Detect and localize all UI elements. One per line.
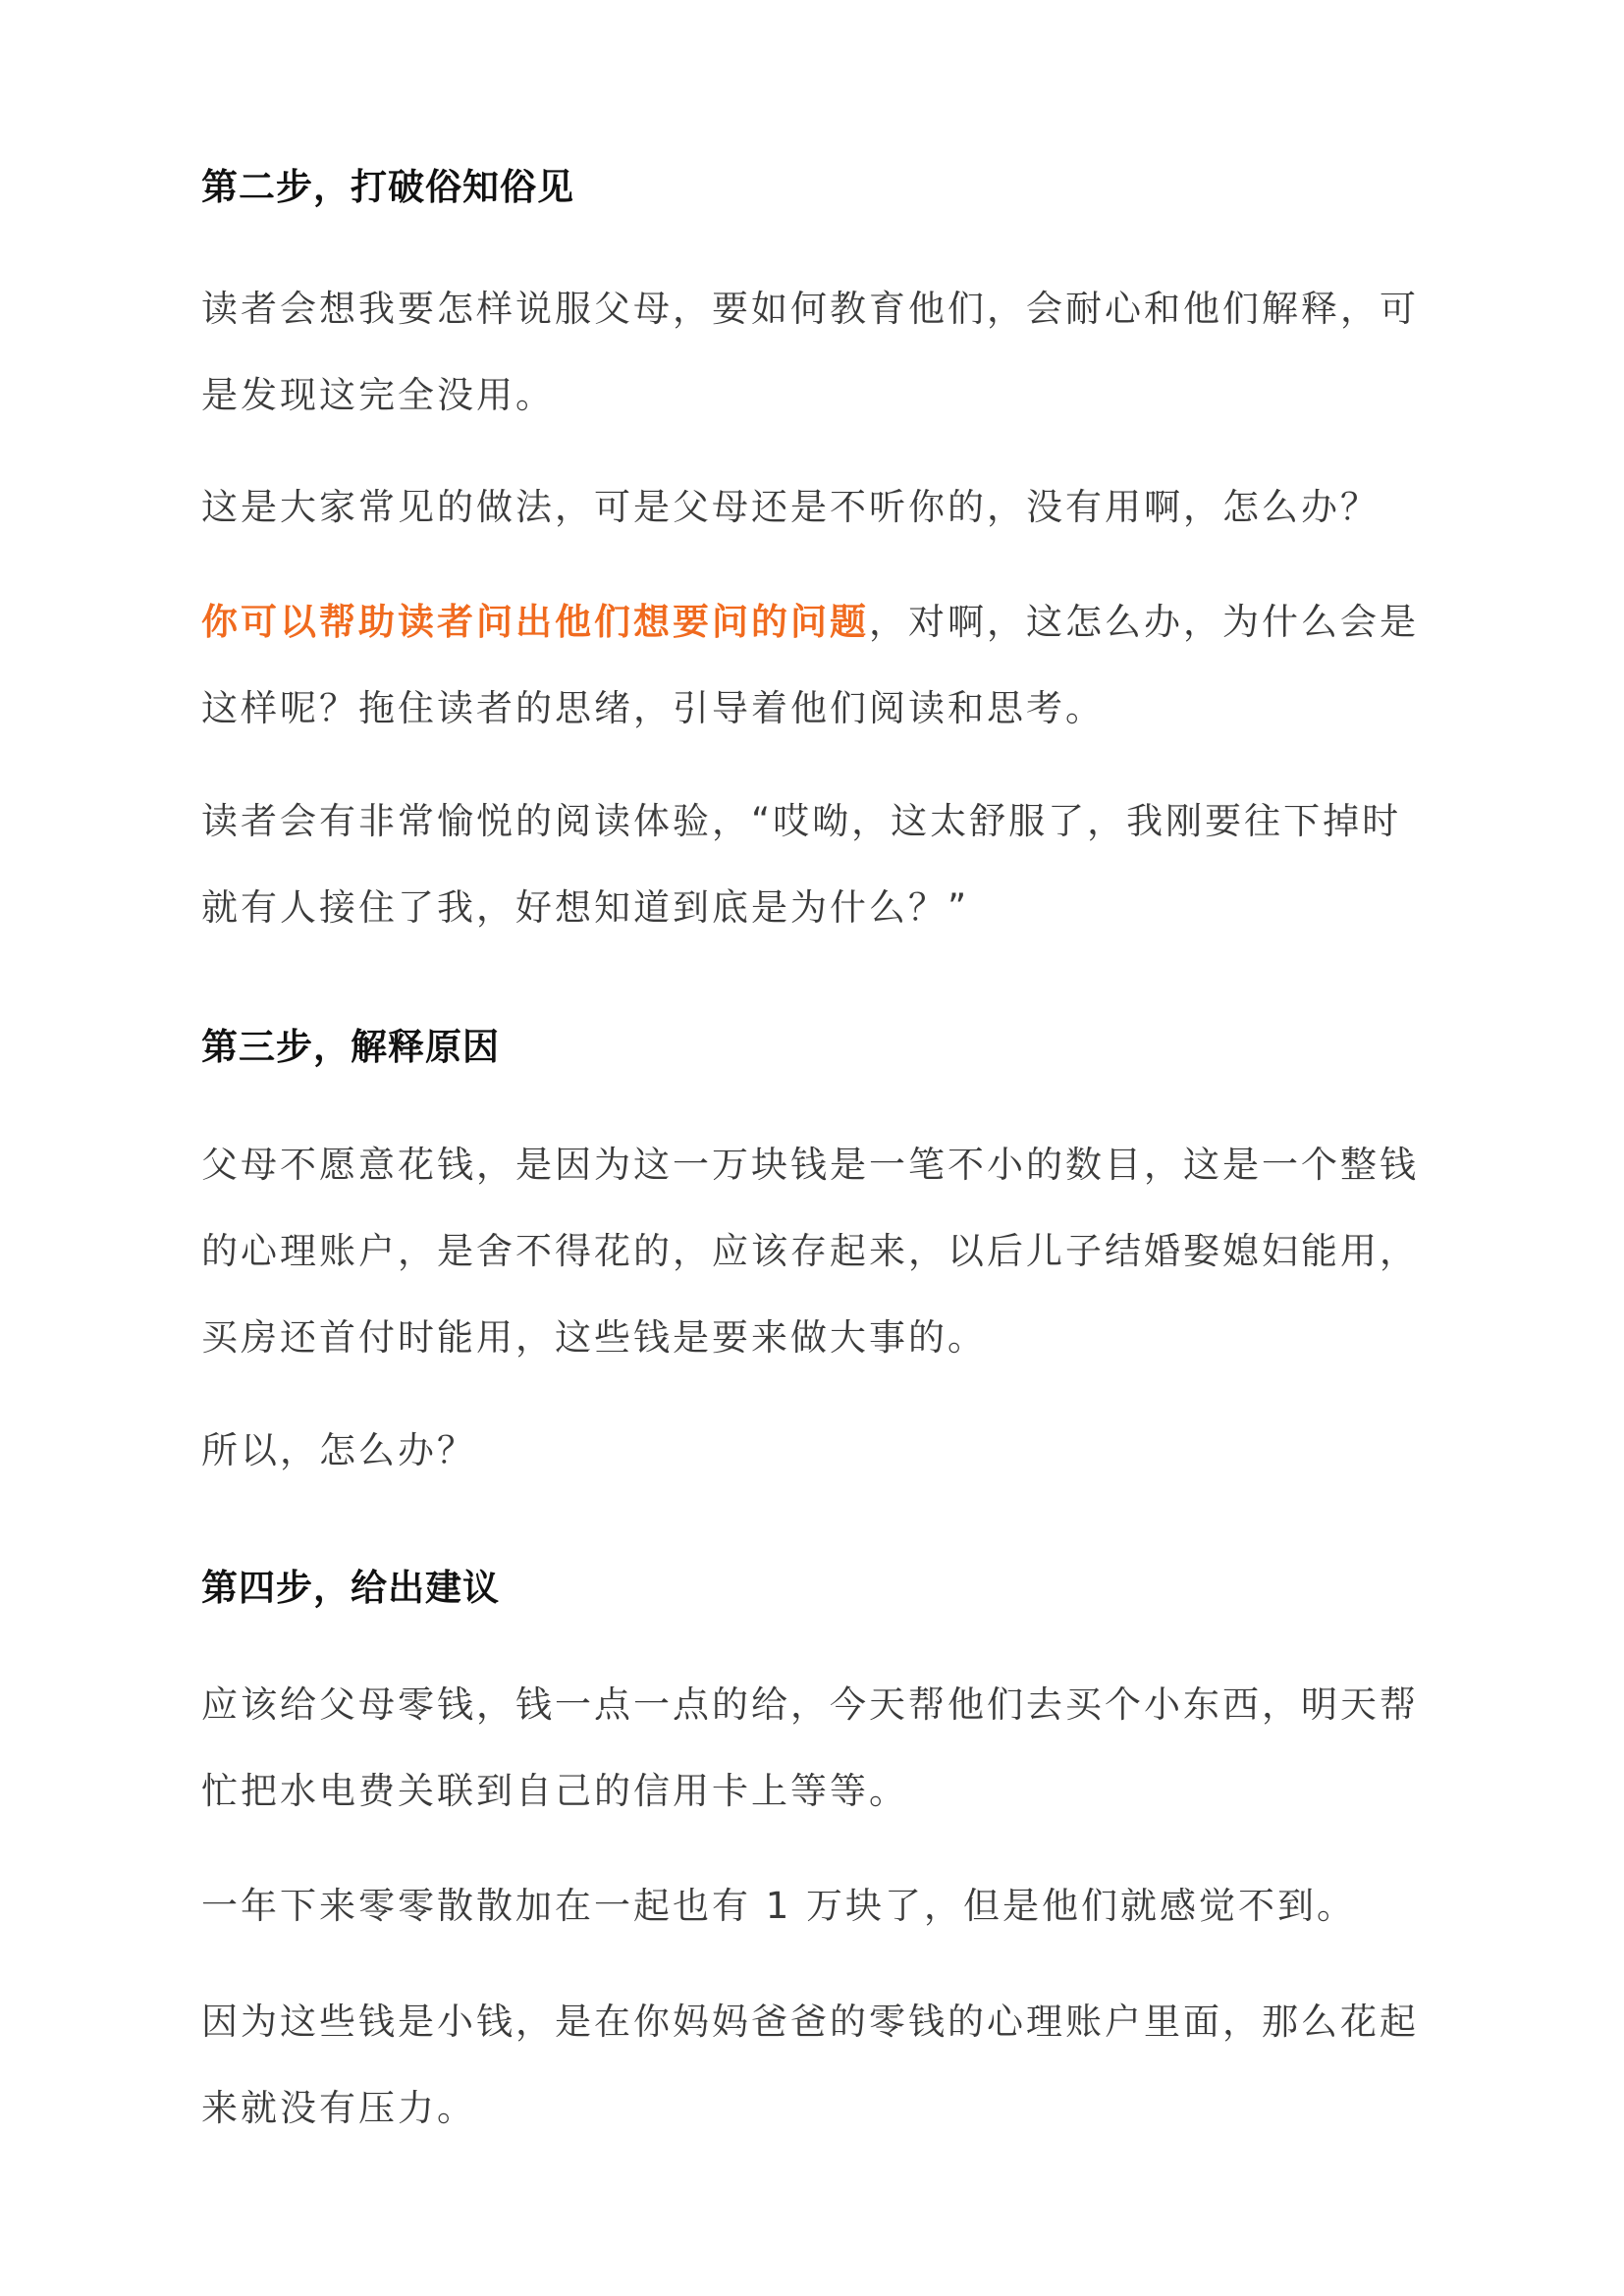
section-heading-step-2: 第二步，打破俗知俗见 <box>201 166 574 208</box>
paragraph: 一年下来零零散散加在一起也有 1 万块了，但是他们就感觉不到。 <box>201 1885 1357 1927</box>
paragraph: 因为这些钱是小钱，是在你妈妈爸爸的零钱的心理账户里面，那么花起来就没有压力。 <box>201 2001 1419 2129</box>
paragraph-text: ，对啊，这怎么办，为什么会是这样呢？拖住读者的思绪，引导着他们阅读和思考。 <box>201 601 1419 729</box>
section-heading-step-3: 第三步，解释原因 <box>201 1026 500 1068</box>
paragraph: 读者会有非常愉悦的阅读体验，“哎呦，这太舒服了，我刚要往下掉时就有人接住了我，好想知道到底是为什么？” <box>201 800 1402 929</box>
section-heading-step-4: 第四步，给出建议 <box>201 1567 500 1609</box>
paragraph: 读者会想我要怎样说服父母，要如何教育他们，会耐心和他们解释，可是发现这完全没用。 <box>201 288 1419 416</box>
paragraph: 应该给父母零钱，钱一点一点的给，今天帮他们去买个小东西，明天帮忙把水电费关联到自己的信用卡上等等。 <box>201 1683 1419 1812</box>
highlighted-question: 你可以帮助读者问出他们想要问的问题 <box>201 601 869 643</box>
paragraph-with-highlight <box>201 579 1438 752</box>
paragraph: 这是大家常见的做法，可是父母还是不听你的，没有用啊，怎么办？ <box>201 486 1380 528</box>
paragraph: 所以，怎么办？ <box>201 1429 476 1471</box>
paragraph: 父母不愿意花钱，是因为这一万块钱是一笔不小的数目，这是一个整钱的心理账户，是舍不得花的，应该存起来，以后儿子结婚娶媳妇能用，买房还首付时能用，这些钱是要来做大事的。 <box>201 1144 1419 1359</box>
